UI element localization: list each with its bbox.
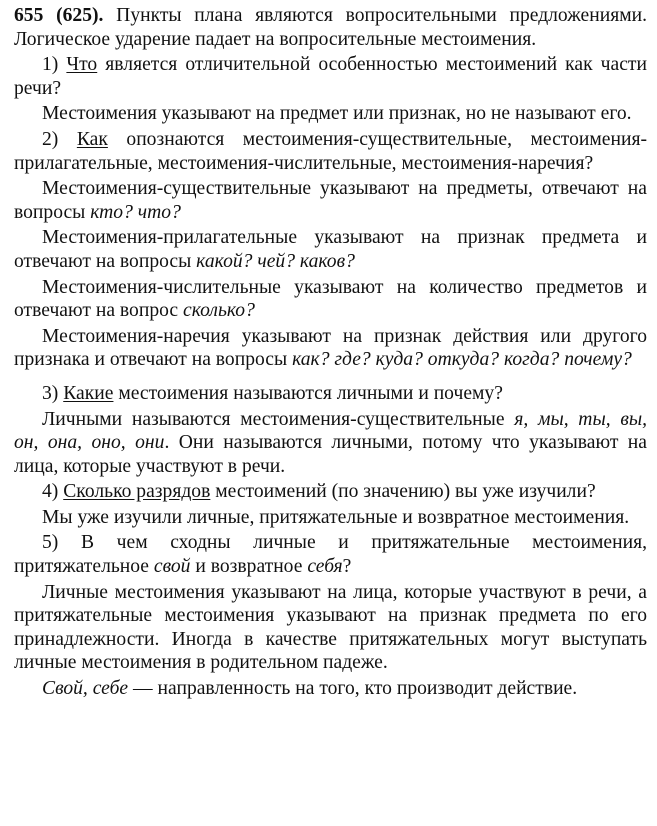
question-2-text: опознаются местоимения-существительные, местоимения-прилагательные, местоимения-числительные, местоимения-наречия?	[14, 128, 647, 174]
answer-2b-questions: какой? чей? каков?	[196, 250, 355, 272]
question-5-word-svoy: свой	[153, 556, 191, 578]
question-1-text: является отличительной особенностью местоимений как части речи?	[14, 54, 647, 99]
answer-2c-questions: сколько?	[183, 300, 255, 322]
question-3-text: местоимения называются личными и почему?	[113, 382, 503, 404]
question-4	[14, 480, 647, 504]
answer-2b	[14, 226, 647, 273]
question-4-number: 4)	[42, 481, 64, 503]
question-3-keyword: Какие	[63, 382, 114, 404]
question-5	[14, 531, 647, 578]
question-1	[14, 53, 647, 100]
question-3-number: 3)	[42, 382, 64, 404]
question-4-keyword: Сколько разрядов	[63, 481, 211, 503]
answer-2c	[14, 276, 647, 323]
answer-2a-text: Местоимения-существительные указывают на предметы, отвечают на вопросы	[14, 178, 647, 223]
question-5-text-2: и возвратное	[190, 556, 308, 578]
question-2-keyword: Как	[76, 128, 108, 150]
answer-3-pronouns: я, мы, ты, вы, он, она, оно, они	[14, 408, 647, 454]
answer-2a	[14, 177, 647, 224]
answer-2a-questions: кто? что?	[90, 201, 181, 223]
answer-2d-text: Местоимения-наречия указывают на признак действия или другого признака и отвечают на вопросы	[14, 325, 647, 371]
question-1-number: 1)	[42, 54, 67, 76]
answer-3-rest: . Они называются личными, потому что указывают на лица, которые участвуют в речи.	[14, 432, 647, 477]
exercise-number: 655 (625).	[14, 5, 104, 26]
exercise-instruction: Пункты плана являются вопросительными предложениями. Логическое ударение падает на вопросительные местоимения.	[14, 5, 647, 50]
question-5-text-3: ?	[342, 556, 352, 578]
answer-3	[14, 408, 647, 479]
question-2	[14, 128, 647, 175]
answer-4: Мы уже изучили личные, притяжательные и возвратное местоимения.	[42, 506, 630, 528]
question-5-word-sebya: себя	[307, 556, 343, 578]
exercise-intro	[14, 4, 647, 51]
answer-1: Местоимения указывают на предмет или признак, но не называют его.	[42, 103, 632, 125]
final-note-text: — направленность на того, кто производит действие.	[128, 678, 578, 700]
question-5-text-1: 5) В чем сходны личные и притяжательные местоимения, притяжательное	[14, 532, 647, 578]
answer-2b-text: Местоимения-прилагательные указывают на признак предмета и отвечают на вопросы	[14, 227, 647, 272]
answer-2d	[14, 325, 647, 372]
question-2-number: 2)	[42, 128, 77, 150]
question-4-text: местоимений (по значению) вы уже изучили?	[210, 481, 596, 503]
final-note	[14, 677, 647, 701]
final-note-words: Свой, себе	[42, 678, 129, 700]
question-1-keyword: Что	[66, 54, 98, 76]
question-3	[14, 382, 647, 406]
answer-3-text: Личными называются местоимения-существительные	[42, 408, 515, 430]
answer-2c-text: Местоимения-числительные указывают на количество предметов и отвечают на вопрос	[14, 276, 647, 322]
answer-5: Личные местоимения указывают на лица, которые участвуют в речи, а притяжательные местоимения указывают на признак предмета по его принадлежности. Иногда в качестве притяжательных могут выступать личные местоимения в родительном падеже.	[14, 581, 647, 674]
answer-2d-questions: как? где? куда? откуда? когда? почему?	[292, 349, 632, 371]
